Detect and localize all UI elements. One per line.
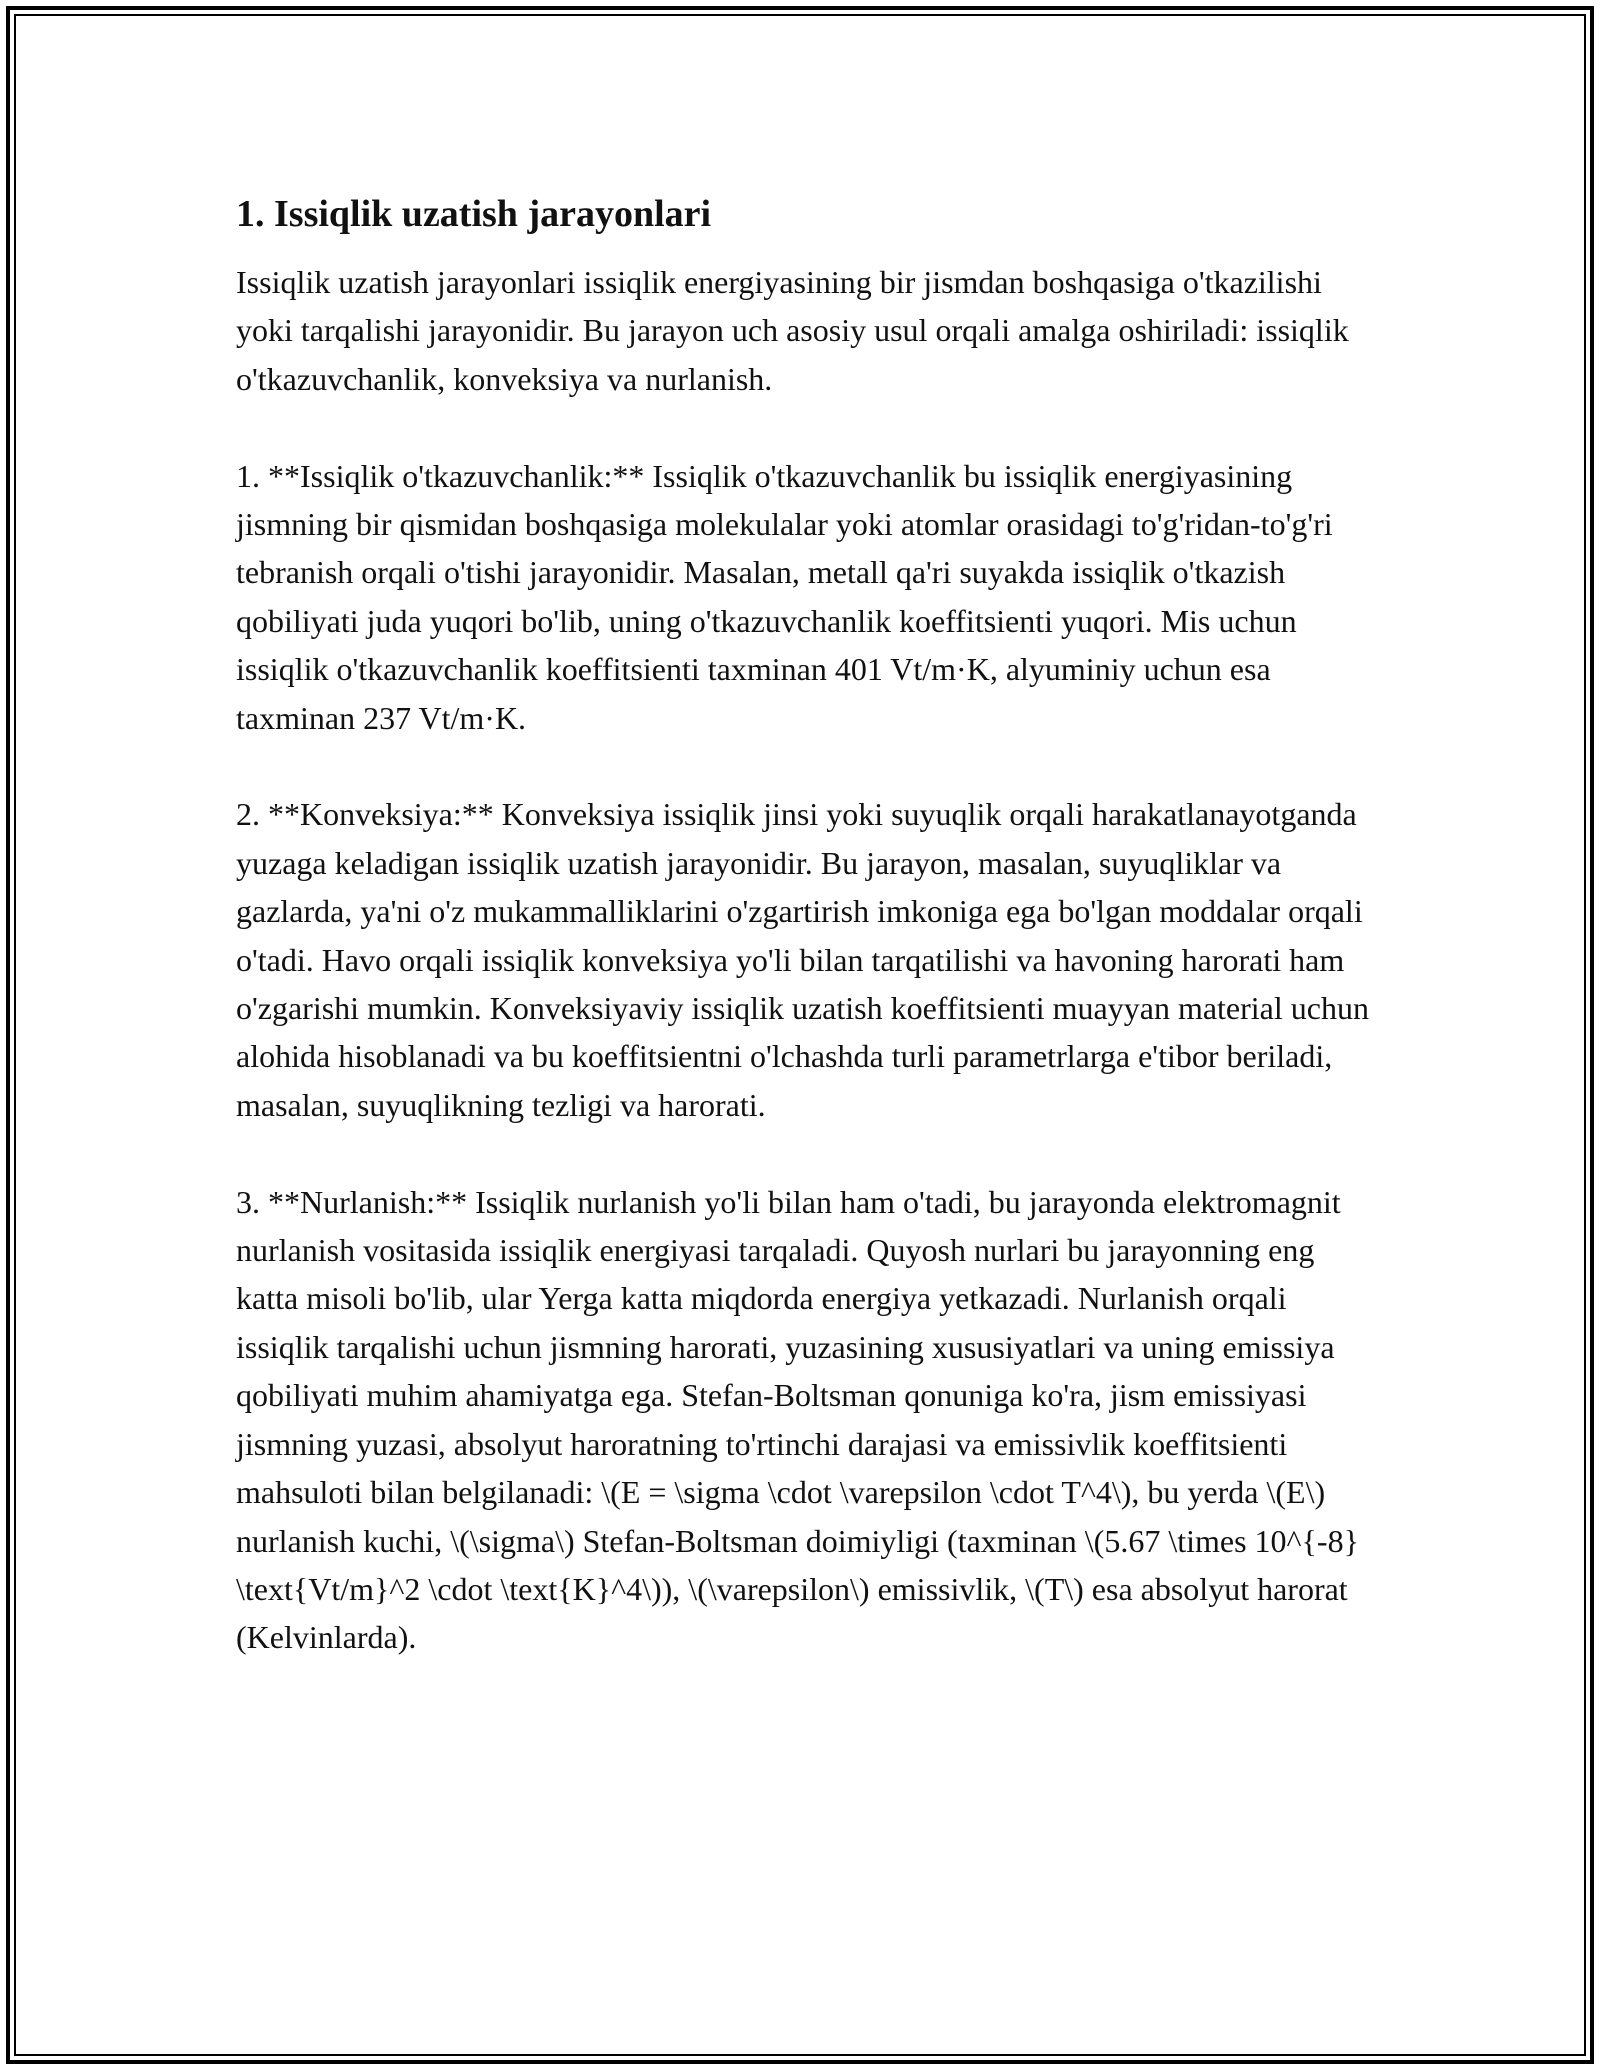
paragraph-intro: Issiqlik uzatish jarayonlari issiqlik energiyasining bir jismdan boshqasiga o'tkazilishi yoki tarqalishi jarayonidir. Bu jarayon uch asosiy usul orqali amalga oshiriladi: issiqlik o'tkazuvchanlik, konveksiya va nurlanish.	[236, 264, 1349, 397]
paragraph-convection: 2. **Konveksiya:** Konveksiya issiqlik jinsi yoki suyuqlik orqali harakatlanayotganda yuzaga keladigan issiqlik uzatish jarayonidir. Bu jarayon, masalan, suyuqliklar va gazlarda, ya'ni o'z mukammalliklarini o'zgartirish imkoniga ega bo'lgan moddalar orqali o'tadi. Havo orqali issiqlik konveksiya yo'li bilan tarqatilishi va havoning harorati ham o'zgarishi mumkin. Konveksiyaviy issiqlik uzatish koeffitsienti muayyan material uchun alohida hisoblanadi va bu koeffitsientni o'lchashda turli parametrlarga e'tibor beriladi, masalan, suyuqlikning tezligi va harorati.	[236, 796, 1369, 1123]
paragraph-conduction: 1. **Issiqlik o'tkazuvchanlik:** Issiqlik o'tkazuvchanlik bu issiqlik energiyasining jismning bir qismidan boshqasiga molekulalar yoki atomlar orasidagi to'g'ridan-to'g'ri tebranish orqali o'tishi jarayonidir. Masalan, metall qa'ri suyakda issiqlik o'tkazish qobiliyati juda yuqori bo'lib, uning o'tkazuvchanlik koeffitsienti yuqori. Mis uchun issiqlik o'tkazuvchanlik koeffitsienti taxminan 401 Vt/m·K, alyuminiy uchun esa taxminan 237 Vt/m·K.	[236, 457, 1333, 736]
document-body	[236, 188, 1376, 1710]
paragraph-radiation: 3. **Nurlanish:** Issiqlik nurlanish yo'li bilan ham o'tadi, bu jarayonda elektromagnit nurlanish vositasida issiqlik energiyasi tarqaladi. Quyosh nurlari bu jarayonning eng katta misoli bo'lib, ular Yerga katta miqdorda energiya yetkazadi. Nurlanish orqali issiqlik tarqalishi uchun jismning harorati, yuzasining xususiyatlari va uning emissiya qobiliyati muhim ahamiyatga ega. Stefan-Boltsman qonuniga ko'ra, jism emissiyasi jismning yuzasi, absolyut haroratning to'rtinchi darajasi va emissivlik koeffitsienti mahsuloti bilan belgilanadi: \(E = \sigma \cdot \varepsilon \cdot T^4\), bu yerda \(E\) nurlanish kuchi, \(\sigma\) Stefan-Boltsman doimiyligi (taxminan \(5.67 \times 10^{-8} \text{Vt/m}^2 \cdot \text{K}^4\)), \(\varepsilon\) emissivlik, \(T\) esa absolyut harorat (Kelvinlarda).	[236, 1183, 1359, 1656]
section-heading: 1. Issiqlik uzatish jarayonlari	[236, 193, 712, 235]
